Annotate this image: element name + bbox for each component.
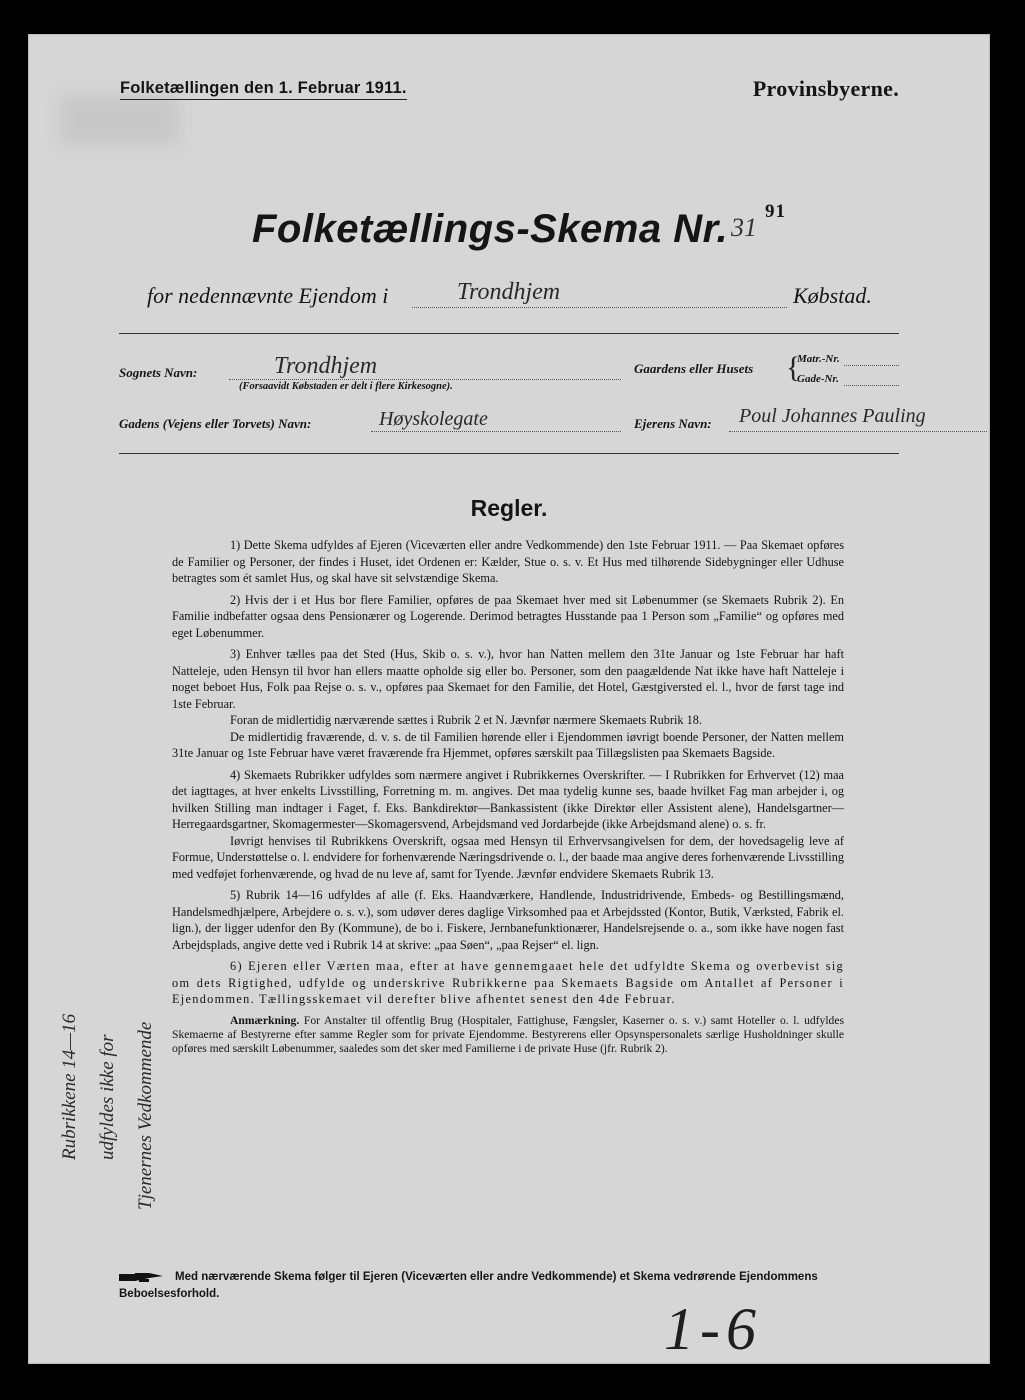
remark-text: For Anstalter til offentlig Brug (Hospitaler, Fattighuse, Fængsler, Kaserner o. s. v.) samt Hoteller o. l. udfyldes Skemaerne af Bestyrerne efter samme Regler som for private Ejendomme. Bestyrerens eller Opsynspersonalets særlige Husholdninger skulle opføres med særskilt Løbenummer, saaledes som det sker med Familierne i de private Huse (jfr. Rubrik 2). — [172, 1013, 844, 1055]
street-handwritten: Høyskolegate — [379, 408, 488, 430]
rule-3b: Foran de midlertidig nærværende sættes i Rubrik 2 et N. Jævnfør nærmere Skemaets Rubrik 18. — [230, 713, 703, 727]
owner-label: Ejerens Navn: — [634, 416, 712, 431]
rule-3c: De midlertidig fraværende, d. v. s. de til Familien hørende eller i Ejendommen iøvrigt boende Personer, der Natten mellem 31te Januar og 1ste Februar have været fraværende fra Hjemmet, opføres særskilt paa Tillægslisten paa Skemaets Bagside. — [172, 729, 844, 760]
handwritten-range: 1-6 — [664, 1296, 762, 1362]
parish-note: (Forsaavidt Købstaden er delt i flere Kirkesogne). — [239, 381, 453, 392]
owner-field-line — [729, 431, 987, 432]
rules-title: Regler. — [470, 495, 548, 521]
street-label: Gadens (Vejens eller Torvets) Navn: — [119, 416, 312, 431]
side-note-line-1: Rubrikkene 14—16 — [59, 1013, 80, 1160]
gade-label: Gade-Nr. — [797, 373, 839, 385]
rule-4b: Iøvrigt henvises til Rubrikkens Overskrift, ogsaa med Hensyn til Erhvervsangivelsen for dem, der hovedsagelig leve af Formue, Understøttelse o. l. endvidere for forhenværende Næringsdrivende o. l., der baade maa angive deres forhenværende Livsstilling med vedføjet forhenværende, og hvad de nu leve af, samt for Tyende. Jævnfør endvidere Skemaets Rubrik 13. — [172, 833, 844, 881]
property-prefix: for nedennævnte Ejendom i — [147, 283, 389, 308]
side-note-line-3: Tjenernes Vedkommende — [135, 1021, 156, 1210]
matr-field-line — [844, 365, 899, 366]
district-type-header: Provinsbyerne. — [752, 76, 899, 101]
side-note-line-2: udfyldes ikke for — [97, 1034, 118, 1160]
rule-5: 5) Rubrik 14—16 udfyldes af alle (f. Eks. Haandværkere, Handlende, Industridrivende, Embeds- og Bestillingsmænd, Handelsmedhjælpere, Arbejdere o. s. v.), som udøver deres daglige Virksomhed paa et Arbejdssted (Kontor, Butik, Værksted, Fabrik el. lign.), der ligger udenfor den By (Kommune), de bo i. Fiskere, Jernbanefunktionærer, Handelsrejsende o. a., som ikke have nogen fast Arbejdsplads, angive dette ved i Rubrik 14 at skrive: „paa Søen“, „paa Rejser“ el. lign. — [172, 888, 844, 952]
remark — [172, 1014, 844, 1056]
owner-handwritten: Poul Johannes Pauling — [739, 405, 926, 427]
street-field-line — [371, 431, 621, 432]
house-label: Gaardens eller Husets — [634, 361, 754, 376]
divider-bottom — [119, 453, 899, 454]
bottom-notice-text: Med nærværende Skema følger til Ejeren (Viceværten eller andre Vedkommende) et Skema vedrørende Ejendommens Beboelsesforhold. — [119, 1271, 818, 1300]
rule-1: 1) Dette Skema udfyldes af Ejeren (Viceværten eller andre Vedkommende) den 1ste Februar 1911. — Paa Skemaet opføres de Familier og Personer, der findes i Huset, idet Ordenen er: Kælder, Stue o. s. v. Et Hus med tilhørende Sidebygninger eller Udhuse betragtes som ét samlet Hus, og skal have sit selvstændige Skema. — [172, 538, 844, 585]
town-field-line — [412, 307, 787, 308]
handwritten-form-number: 31 — [731, 213, 757, 242]
parish-handwritten: Trondhjem — [274, 353, 378, 379]
rules-body — [172, 537, 844, 1061]
parish-label: Sognets Navn: — [119, 365, 198, 380]
property-suffix: Købstad. — [793, 283, 872, 308]
census-form-page — [28, 34, 990, 1364]
divider-top — [119, 333, 899, 334]
rule-6: 6) Ejeren eller Værten maa, efter at have gennemgaaet hele det udfyldte Skema og overbevist sig om dets Rigtighed, udfylde og underskrive Rubrikkerne paa Skemaets Bagside om Antallet af Personer i Ejendommen. Tællingsskemaet vil derefter blive afhentet senest den 4de Februar. — [172, 959, 844, 1006]
rule-4a: 4) Skemaets Rubrikker udfyldes som nærmere angivet i Rubrikkernes Overskrifter. — I Rubrikken for Erhvervet (12) maa det iagttages, at hver enkelts Livsstilling, Forretning m. m. angives. Det maa tydelig kunne ses, baade hvilket Fag man arbejder i, og hvilken Stilling man indtager i Faget, f. Eks. Bankdirektør—Bankassistent (ikke Direktør eller Assistent alene), Handelsgartner—Herregaardsgartner, Skomagermester—Skomagersvend, Arbejdsmand ved Jordarbejde (ikke Arbejdsmand alene) o. s. fr. — [172, 767, 844, 831]
remark-label: Anmærkning. — [230, 1013, 300, 1027]
matr-label: Matr.-Nr. — [797, 353, 840, 365]
stamped-form-number: 91 — [765, 201, 786, 222]
form-title: Folketællings-Skema Nr. — [252, 207, 729, 251]
rule-3a: 3) Enhver tælles paa det Sted (Hus, Skib o. s. v.), hvor han Natten mellem den 31te Januar og 1ste Februar har haft Natteleje, uden Hensyn til hvor han ellers maatte opholde sig eller bo. Personer, som den paagældende Nat ikke have haft Natteleje i noget beboet Hus, Folk paa Rejse o. s. v., opføres paa Skemaet for den Familie, det Hotel, Gæstgiversted el. l., hvor de først tage ind 1ste Februar. — [172, 647, 844, 711]
side-note — [57, 920, 167, 1210]
rule-2: 2) Hvis der i et Hus bor flere Familier, opføres de paa Skemaet hver med sit Løbenummer (se Skemaets Rubrik 2). En Familie indbefatter ogsaa dens Pensionærer og Logerende. Derimod betragtes Husstande paa 1 Person som „Familie“ og opføres med eget Løbenummer. — [172, 592, 844, 640]
pointing-hand-icon — [119, 1271, 169, 1283]
census-date-header: Folketællingen den 1. Februar 1911. — [120, 79, 407, 100]
house-brace: { — [786, 351, 801, 384]
paper-smudge — [59, 95, 179, 145]
gade-field-line — [844, 385, 899, 386]
town-handwritten: Trondhjem — [457, 279, 561, 305]
